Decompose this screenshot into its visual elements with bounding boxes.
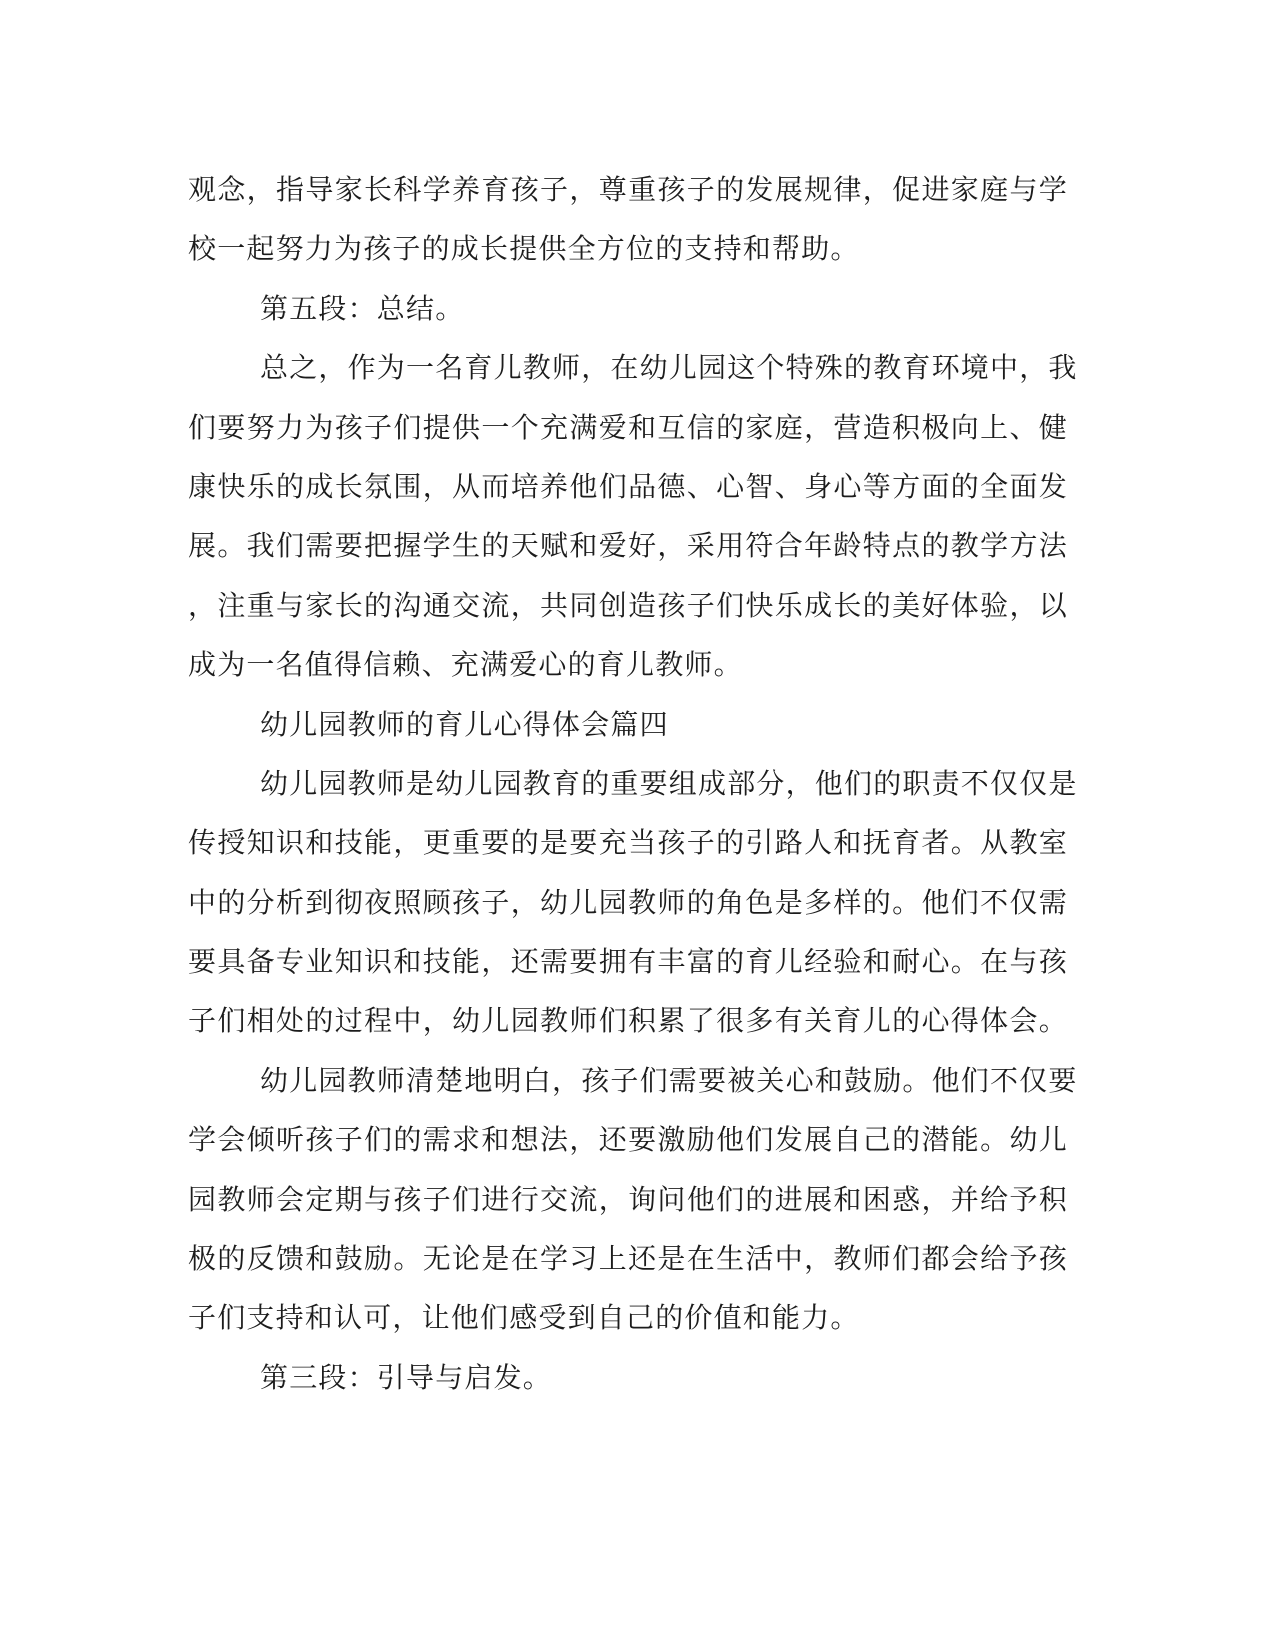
text-line: 传授知识和技能，更重要的是要充当孩子的引路人和抚育者。从教室 <box>188 826 1068 860</box>
text-line: 成为一名值得信赖、充满爱心的育儿教师。 <box>188 648 743 682</box>
text-line: ，注重与家长的沟通交流，共同创造孩子们快乐成长的美好体验，以 <box>188 588 1068 622</box>
text-line: 幼儿园教师是幼儿园教育的重要组成部分，他们的职责不仅仅是 <box>260 766 1078 800</box>
text-line: 校一起努力为孩子的成长提供全方位的支持和帮助。 <box>188 232 860 266</box>
text-line: 学会倾听孩子们的需求和想法，还要激励他们发展自己的潜能。幼儿 <box>188 1123 1068 1157</box>
article-title: 幼儿园教师的育儿心得体会篇四 <box>260 707 669 741</box>
text-line: 幼儿园教师清楚地明白，孩子们需要被关心和鼓励。他们不仅要 <box>260 1063 1078 1097</box>
text-line: 要具备专业知识和技能，还需要拥有丰富的育儿经验和耐心。在与孩 <box>188 945 1068 979</box>
text-line: 展。我们需要把握学生的天赋和爱好，采用符合年龄特点的教学方法 <box>188 529 1068 563</box>
text-line: 子们支持和认可，让他们感受到自己的价值和能力。 <box>188 1301 860 1335</box>
section-heading: 第三段：引导与启发。 <box>260 1360 553 1394</box>
text-line: 园教师会定期与孩子们进行交流，询问他们的进展和困惑，并给予积 <box>188 1182 1068 1216</box>
text-line: 极的反馈和鼓励。无论是在学习上还是在生活中，教师们都会给予孩 <box>188 1242 1068 1276</box>
text-line: 们要努力为孩子们提供一个充满爱和互信的家庭，营造积极向上、健 <box>188 410 1068 444</box>
text-line: 子们相处的过程中，幼儿园教师们积累了很多有关育儿的心得体会。 <box>188 1004 1068 1038</box>
section-heading: 第五段：总结。 <box>260 291 465 325</box>
text-line: 观念，指导家长科学养育孩子，尊重孩子的发展规律，促进家庭与学 <box>188 173 1068 206</box>
text-line: 中的分析到彻夜照顾孩子，幼儿园教师的角色是多样的。他们不仅需 <box>188 885 1068 919</box>
document-body <box>188 160 1078 1407</box>
text-line: 总之，作为一名育儿教师，在幼儿园这个特殊的教育环境中，我 <box>260 351 1078 385</box>
text-line: 康快乐的成长氛围，从而培养他们品德、心智、身心等方面的全面发 <box>188 469 1068 503</box>
